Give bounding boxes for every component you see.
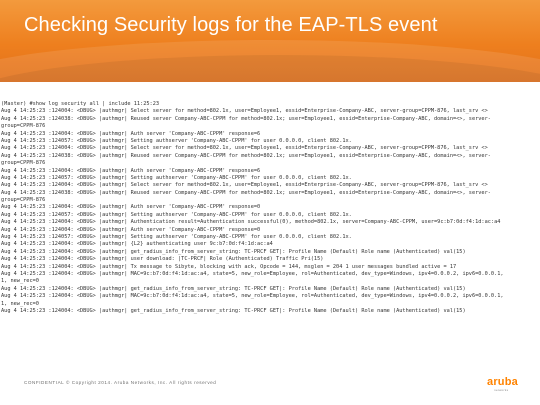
slide-title: Checking Security logs for the EAP-TLS event <box>24 14 438 36</box>
log-line: Aug 4 14:25:23 :124038: <DBUG> |authmgr| Reused server Company-ABC-CPPM for method=802.1x; user=Employee1, essid=Enterprise-Company-ABC, domain=<>, server- <box>1 115 491 122</box>
log-line: Aug 4 14:25:23 :124004: <DBUG> |authmgr| {L2} authenticating user 9c:b7:0d:f4:1d:ac:a4 <box>1 241 273 248</box>
log-line: Aug 4 14:25:23 :124038: <DBUG> |authmgr| Reused server Company-ABC-CPPM for method=802.1x; user=Employee1, essid=Enterprise-Company-ABC, domain=<>, server- <box>1 189 491 196</box>
log-line: Aug 4 14:25:23 :124004: <DBUG> |authmgr| user download: |TC-PRCF| Role (Authenticated) Traffic Pri(15) <box>1 256 324 263</box>
log-line: Aug 4 14:25:23 :124004: <DBUG> |authmgr| Auth server 'Company-ABC-CPPM' response=6 <box>1 130 261 137</box>
log-line: Aug 4 14:25:23 :124004: <DBUG> |authmgr| Auth server 'Company-ABC-CPPM' response=6 <box>1 167 261 174</box>
log-line: (Master) #show log security all | include 11:25:23 <box>1 101 160 107</box>
log-line: 1, new_rec=0 <box>1 278 39 285</box>
log-line: Aug 4 14:25:23 :124004: <DBUG> |authmgr| Auth server 'Company-ABC-CPPM' response=0 <box>1 226 261 233</box>
logo-tagline: networks <box>494 388 509 392</box>
log-line: Aug 4 14:25:23 :124004: <DBUG> |authmgr| MAC=9c:b7:0d:f4:1d:ac:a4, state=5, new_role=Employee, rol=Authenticated, dev_type=Windows, ipv4=0.0.0.2, ipv6=0.0.0.1, <box>1 270 504 277</box>
aruba-logo <box>487 376 529 396</box>
log-line: Aug 4 14:25:23 :124004: <DBUG> |authmgr| Select server for method=802.1x, user=Employee1, essid=Enterprise-Company-ABC, server-group=CPPM-876, last_srv <> <box>1 182 488 189</box>
log-line: group=CPPM-876 <box>1 160 46 167</box>
log-console <box>1 101 537 392</box>
log-line: Aug 4 14:25:23 :124004: <DBUG> |authmgr| get_radius_info_from_server_string: TC-PRCF GET|: Profile Name (Default) Role name (Authenticated) val(15) <box>1 307 466 314</box>
log-line: group=CPPM-876 <box>1 197 46 204</box>
log-line: Aug 4 14:25:23 :124057: <DBUG> |authmgr| Setting authserver 'Company-ABC-CPPM' for user 0.0.0.0, client 802.1x. <box>1 211 352 218</box>
footer-copyright: CONFIDENTIAL © Copyright 2014. Aruba Networks, Inc. All rights reserved <box>24 380 217 385</box>
log-line: Aug 4 14:25:23 :124004: <DBUG> |authmgr| Auth server 'Company-ABC-CPPM' response=0 <box>1 204 261 211</box>
log-line: Aug 4 14:25:23 :124004: <DBUG> |authmgr| get_radius_info_from_server_string: TC-PRCF GET|: Profile Name (Default) Role name (Authenticated) val(15) <box>1 285 466 292</box>
log-line: Aug 4 14:25:23 :124004: <DBUG> |authmgr| Tx message to Sibyte, blocking with ack, Opcode = 144, msglen = 204 1 user messages bundled active = 17 <box>1 263 457 270</box>
log-line: Aug 4 14:25:23 :124057: <DBUG> |authmgr| Setting authserver 'Company-ABC-CPPM' for user 0.0.0.0, client 802.1x. <box>1 174 352 181</box>
log-line: Aug 4 14:25:23 :124004: <DBUG> |authmgr| Authentication result=Authentication successful(0), method=802.1x, server=Company-ABC-CPPM, user=9c:b7:0d:f4:1d:ac:a4 <box>1 219 501 226</box>
log-line: 1, new_rec=0 <box>1 300 39 307</box>
log-line: Aug 4 14:25:23 :124004: <DBUG> |authmgr| Select server for method=802.1x, user=Employee1, essid=Enterprise-Company-ABC, server-group=CPPM-876, last_srv <> <box>1 145 488 152</box>
log-line: Aug 4 14:25:23 :124057: <DBUG> |authmgr| Setting authserver 'Company-ABC-CPPM' for user 0.0.0.0, client 802.1x. <box>1 137 352 144</box>
log-line: Aug 4 14:25:23 :124004: <DBUG> |authmgr| Select server for method=802.1x, user=Employee1, essid=Enterprise-Company-ABC, server-group=CPPM-876, last_srv <> <box>1 108 488 115</box>
slide-header <box>0 0 540 82</box>
log-line: Aug 4 14:25:23 :124057: <DBUG> |authmgr| Setting authserver 'Company-ABC-CPPM' for user 0.0.0.0, client 802.1x. <box>1 234 352 241</box>
log-line: Aug 4 14:25:23 :124004: <DBUG> |authmgr| MAC=9c:b7:0d:f4:1d:ac:a4, state=5, new_role=Employee, rol=Authenticated, dev_type=Windows, ipv4=0.0.0.2, ipv6=0.0.0.1, <box>1 293 504 300</box>
log-line: group=CPPM-876 <box>1 123 46 130</box>
log-line: Aug 4 14:25:23 :124038: <DBUG> |authmgr| Reused server Company-ABC-CPPM for method=802.1x; user=Employee1, essid=Enterprise-Company-ABC, domain=<>, server- <box>1 152 491 159</box>
log-line: Aug 4 14:25:23 :124004: <DBUG> |authmgr| get_radius_info_from_server_string: TC-PRCF GET|: Profile Name (Default) Role name (Authenticated) val(15) <box>1 248 466 255</box>
logo-wordmark: aruba <box>487 376 518 388</box>
